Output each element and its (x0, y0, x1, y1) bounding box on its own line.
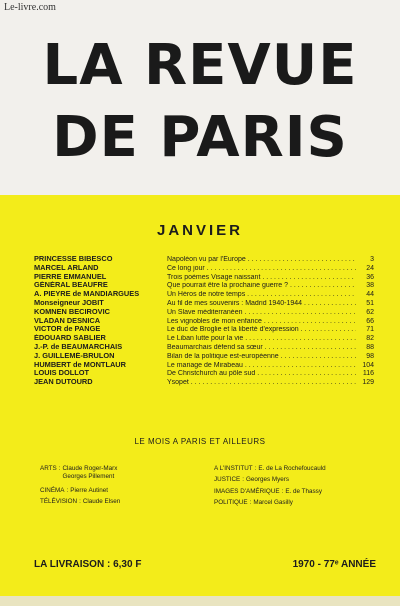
toc-page: 51 (366, 299, 374, 307)
contributor-label: ARTS (40, 465, 57, 472)
contributor-item: IMAGES D'AMÉRIQUE : E. de Thassy (214, 487, 322, 495)
contributor-label: JUSTICE (214, 476, 241, 484)
table-of-contents (34, 255, 374, 387)
toc-page: 129 (362, 379, 374, 387)
toc-article: Le duc de Broglie et la liberté d'expression . . . (167, 326, 356, 335)
toc-author: J.-P. de BEAUMARCHAIS (34, 342, 123, 351)
issue-price: LA LIVRAISON : 6,30 F (34, 559, 142, 570)
toc-author: MARCEL ARLAND (34, 263, 99, 272)
contributor-name: Marcel Gasilly (253, 498, 293, 506)
contributor-name: Georges Myers (246, 476, 290, 484)
toc-article: Napoléon vu par l'Europe . . . (167, 256, 356, 265)
toc-row (34, 281, 374, 290)
toc-article: Un Slave méditerranéen . . . (167, 309, 356, 318)
toc-page: 116 (362, 370, 374, 378)
issue-year: 1970 - 77ᵉ ANNÉE (292, 559, 376, 570)
toc-author: KOMNEN BECIROVIC (34, 307, 110, 316)
toc-row (34, 317, 374, 326)
contributor-name: E. de La Rochefoucauld (258, 465, 326, 472)
toc-author: GÉNÉRAL BEAUFRE (34, 281, 108, 290)
toc-author: VICTOR de PANGE (34, 325, 101, 334)
toc-row (34, 299, 374, 308)
contributor-label: A L'INSTITUT (214, 465, 253, 472)
toc-article: Trois poèmes Visage naissant . . . (167, 274, 356, 283)
toc-article: De Christchurch au pôle sud . . . (167, 370, 356, 379)
toc-page: 98 (366, 352, 374, 360)
toc-author: J. GUILLEMÉ-BRULON (34, 351, 115, 360)
toc-article: Au fil de mes souvenirs : Madrid 1940-1944 . . . (167, 300, 356, 309)
toc-article: Ce long jour . . . (167, 265, 356, 274)
toc-author: ÉDOUARD SABLIER (34, 334, 106, 343)
toc-row (34, 369, 374, 378)
toc-author: VLADAN DESNICA (34, 316, 101, 325)
toc-row (34, 361, 374, 370)
toc-page: 44 (366, 291, 374, 299)
toc-row (34, 352, 374, 361)
section-title: LE MOIS A PARIS ET AILLEURS (134, 437, 266, 446)
toc-article: Les vignobles de mon enfance . . . (167, 318, 356, 327)
contributor-label: CINÉMA (40, 486, 65, 494)
contributor-item: CINÉMA : Pierre Autinet (40, 486, 109, 494)
toc-row (34, 273, 374, 282)
contributor-item: TÉLÉVISION : Claude Elsen (40, 497, 121, 505)
title-line-2: DE PARIS (52, 105, 348, 170)
toc-row (34, 308, 374, 317)
title-line-1: LA REVUE (42, 33, 358, 98)
toc-article: Que pourrait être la prochaine guerre ? . . . (167, 282, 356, 291)
contributor-name: Georges Pillement (62, 473, 115, 481)
contributor-name: Pierre Autinet (70, 486, 109, 494)
contributors-left (40, 466, 200, 510)
contributor-name: Claude Elsen (82, 497, 121, 505)
contributor-label: TÉLÉVISION (40, 497, 78, 505)
contributor-label: IMAGES D'AMÉRIQUE (214, 487, 280, 495)
toc-author: LOUIS DOLLOT (34, 369, 90, 378)
toc-page: 88 (366, 343, 374, 351)
toc-row (34, 325, 374, 334)
toc-row (34, 378, 374, 387)
issue-month: JANVIER (156, 222, 244, 239)
toc-article: Le Liban lutte pour la vie . . . (167, 335, 356, 344)
toc-page: 36 (366, 273, 374, 281)
toc-author: Monseigneur JOBIT (34, 298, 104, 307)
toc-page: 62 (366, 308, 374, 316)
toc-article: Le mariage de Mirabeau . . . (167, 362, 356, 371)
toc-row (34, 343, 374, 352)
toc-author: PIERRE EMMANUEL (34, 272, 107, 281)
toc-row (34, 334, 374, 343)
toc-author: JEAN DUTOURD (34, 378, 93, 387)
toc-article: Un Héros de notre temps . . . (167, 291, 356, 300)
contributor-label: POLITIQUE (214, 498, 248, 506)
toc-author: HUMBERT de MONTLAUR (34, 360, 126, 369)
contributor-item: A L'INSTITUT : E. de La Rochefoucauld (214, 465, 326, 472)
toc-page: 3 (370, 256, 374, 263)
toc-page: 38 (366, 282, 374, 290)
toc-author: PRINCESSE BIBESCO (34, 255, 113, 263)
contributors-right (214, 466, 389, 511)
toc-article: Beaumarchais défend sa sœur . . . (167, 344, 356, 353)
contributor-item: POLITIQUE : Marcel Gasilly (214, 498, 293, 506)
toc-row (34, 255, 374, 264)
toc-page: 71 (366, 326, 374, 334)
toc-page: 104 (362, 361, 374, 369)
cover-header (0, 0, 400, 195)
toc-page: 24 (366, 264, 374, 272)
page-edge (0, 596, 400, 606)
contributor-name: E. de Thassy (285, 487, 322, 495)
toc-page: 66 (366, 317, 374, 325)
toc-author: A. PIEYRE de MANDIARGUES (34, 290, 140, 299)
toc-row (34, 290, 374, 299)
contributor-item: ARTS : Claude Roger-Marx Georges Pillement (40, 466, 200, 483)
toc-article: Bilan de la politique est-européenne . . . (167, 353, 356, 362)
contributor-name: Claude Roger-Marx (62, 465, 118, 472)
toc-article: Ysopet . . . (167, 379, 356, 388)
toc-row (34, 264, 374, 273)
contributor-item: JUSTICE : Georges Myers (214, 476, 290, 484)
watermark: Le-livre.com (4, 2, 56, 13)
toc-page: 82 (366, 335, 374, 343)
